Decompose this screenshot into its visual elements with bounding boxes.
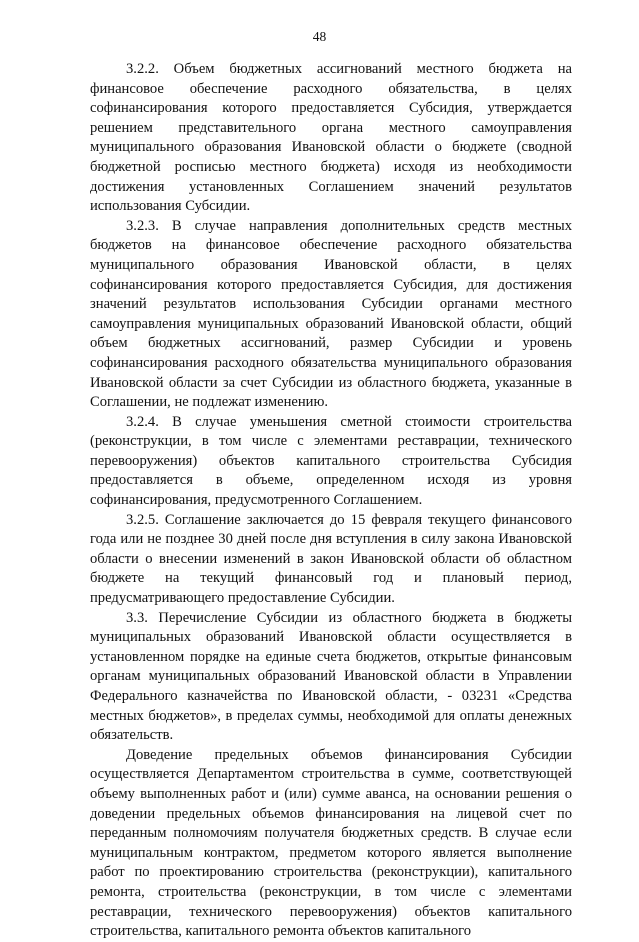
paragraph-3-2-4: 3.2.4. В случае уменьшения сметной стоимости строительства (реконструкции, в том числе с элементами реставрации, технического перевооружения) объектов капитального строительства Субсидия предоставляется в объеме, определенном исходя из уровня софинансирования, предусмотренного Соглашением. (90, 413, 572, 509)
document-body (90, 60, 572, 942)
paragraph-3-2-3: 3.2.3. В случае направления дополнительных средств местных бюджетов на финансовое обеспечение расходного обязательства муниципального образования Ивановской области, в целях софинансирования которого предоставляется Субсидия, для достижения значений результатов использования Субсидии органами местного самоуправления муниципальных образований Ивановской области, общий объем бюджетных ассигнований, размер Субсидии и уровень софинансирования расходного обязательства муниципального образования Ивановской области за счет Субсидии из областного бюджета, указанные в Соглашении, не подлежат изменению. (90, 217, 572, 411)
paragraph-3-2-2: 3.2.2. Объем бюджетных ассигнований местного бюджета на финансовое обеспечение расходного обязательства, в целях софинансирования которого предоставляется Субсидия, утверждается решением представительного органа местного самоуправления муниципального образования Ивановской области о бюджете (сводной бюджетной росписью местного бюджета) исходя из необходимости достижения установленных Соглашением значений результатов использования Субсидии. (90, 61, 572, 215)
page-number: 48 (312, 29, 327, 44)
paragraph-funding-limits: Доведение предельных объемов финансирования Субсидии осуществляется Департаментом строительства в сумме, соответствующей объему выполненных работ и (или) сумме аванса, на основании решения о доведении предельных объемов финансирования на лицевой счет по переданным полномочиям получателя бюджетных средств. В случае если муниципальным контрактом, предметом которого является выполнение работ по проектированию строительства (реконструкции), капитального ремонта, строительства (реконструкции, в том числе с элементами реставрации, технического перевооружения) объектов капитального строительства, капитального ремонта объектов капитального (90, 746, 572, 940)
paragraph-3-2-5: 3.2.5. Соглашение заключается до 15 февраля текущего финансового года или не позднее 30 дней после дня вступления в силу закона Ивановской области о внесении изменений в закон Ивановской области об областном бюджете на текущий финансовый год и плановый период, предусматривающего предоставление Субсидии. (90, 511, 572, 607)
paragraph-3-3: 3.3. Перечисление Субсидии из областного бюджета в бюджеты муниципальных образований Ивановской области осуществляется в установленном порядке на единые счета бюджетов, открытые финансовым органам муниципальных образований Ивановской области в Управлении Федерального казначейства по Ивановской области, - 03231 «Средства местных бюджетов», в пределах суммы, необходимой для оплаты денежных обязательств. (90, 609, 572, 744)
